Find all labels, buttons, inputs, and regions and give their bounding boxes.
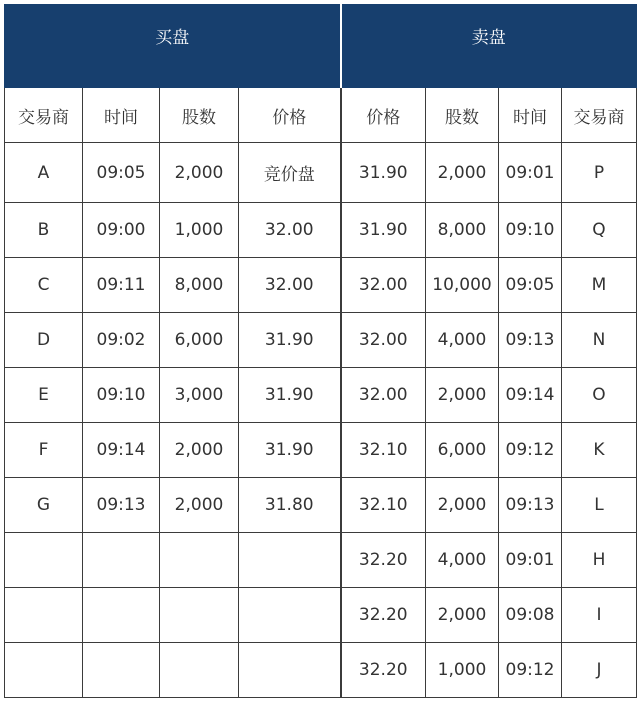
buy-dealer-cell: D — [5, 313, 83, 368]
sell-shares-cell: 2,000 — [426, 143, 499, 203]
sell-shares-cell: 2,000 — [426, 588, 499, 643]
buy-shares-cell: 2,000 — [160, 478, 239, 533]
table-row — [5, 643, 637, 698]
buy-dealer-cell: A — [5, 143, 83, 203]
buy-time-cell — [83, 588, 160, 643]
sell-dealer-cell: L — [562, 478, 637, 533]
buy-price-cell: 竞价盘 — [239, 143, 341, 203]
sell-shares-cell: 1,000 — [426, 643, 499, 698]
buy-shares-cell: 6,000 — [160, 313, 239, 368]
sell-shares-cell: 2,000 — [426, 478, 499, 533]
sell-time-cell: 09:01 — [499, 143, 562, 203]
sell-dealer-cell: P — [562, 143, 637, 203]
table-row — [5, 313, 637, 368]
buy-dealer-cell: E — [5, 368, 83, 423]
order-book-table — [4, 4, 637, 698]
buy-time-cell: 09:11 — [83, 258, 160, 313]
buy-price-cell: 31.80 — [239, 478, 341, 533]
buy-time-cell — [83, 643, 160, 698]
sell-shares-cell: 4,000 — [426, 533, 499, 588]
sell-shares-cell: 2,000 — [426, 368, 499, 423]
column-header-buy-price: 价格 — [239, 88, 341, 143]
buy-price-cell — [239, 533, 341, 588]
buy-time-cell: 09:05 — [83, 143, 160, 203]
buy-price-cell: 31.90 — [239, 423, 341, 478]
sell-price-cell: 32.00 — [341, 368, 426, 423]
sell-price-cell: 32.20 — [341, 588, 426, 643]
sell-time-cell: 09:12 — [499, 423, 562, 478]
buy-dealer-cell — [5, 588, 83, 643]
sell-time-cell: 09:13 — [499, 313, 562, 368]
column-header-buy-shares: 股数 — [160, 88, 239, 143]
sell-time-cell: 09:05 — [499, 258, 562, 313]
sell-time-cell: 09:01 — [499, 533, 562, 588]
sell-dealer-cell: N — [562, 313, 637, 368]
table-row — [5, 423, 637, 478]
order-book-body — [5, 88, 637, 698]
sell-price-cell: 32.10 — [341, 478, 426, 533]
buy-dealer-cell: F — [5, 423, 83, 478]
buy-shares-cell — [160, 533, 239, 588]
column-header-sell-time: 时间 — [499, 88, 562, 143]
buy-shares-cell: 8,000 — [160, 258, 239, 313]
buy-shares-cell — [160, 588, 239, 643]
sell-dealer-cell: H — [562, 533, 637, 588]
buy-time-cell: 09:10 — [83, 368, 160, 423]
buy-price-cell: 31.90 — [239, 368, 341, 423]
sell-price-cell: 31.90 — [341, 143, 426, 203]
buy-price-cell — [239, 643, 341, 698]
sell-side-title: 卖盘 — [341, 5, 637, 88]
buy-shares-cell: 3,000 — [160, 368, 239, 423]
buy-shares-cell: 1,000 — [160, 203, 239, 258]
buy-dealer-cell — [5, 533, 83, 588]
sell-price-cell: 32.00 — [341, 313, 426, 368]
sell-shares-cell: 8,000 — [426, 203, 499, 258]
buy-price-cell: 32.00 — [239, 203, 341, 258]
sell-shares-cell: 4,000 — [426, 313, 499, 368]
sell-dealer-cell: Q — [562, 203, 637, 258]
table-row — [5, 143, 637, 203]
buy-shares-cell: 2,000 — [160, 423, 239, 478]
table-row — [5, 533, 637, 588]
column-header-buy-time: 时间 — [83, 88, 160, 143]
buy-price-cell — [239, 588, 341, 643]
buy-time-cell: 09:00 — [83, 203, 160, 258]
sell-dealer-cell: M — [562, 258, 637, 313]
sell-shares-cell: 6,000 — [426, 423, 499, 478]
column-header-sell-price: 价格 — [341, 88, 426, 143]
buy-side-title: 买盘 — [5, 5, 341, 88]
table-row — [5, 258, 637, 313]
sell-time-cell: 09:12 — [499, 643, 562, 698]
table-row — [5, 203, 637, 258]
buy-time-cell: 09:13 — [83, 478, 160, 533]
buy-shares-cell — [160, 643, 239, 698]
sell-time-cell: 09:13 — [499, 478, 562, 533]
side-header-row — [5, 5, 637, 88]
sell-time-cell: 09:08 — [499, 588, 562, 643]
sell-dealer-cell: I — [562, 588, 637, 643]
sell-time-cell: 09:10 — [499, 203, 562, 258]
sell-price-cell: 32.00 — [341, 258, 426, 313]
sell-time-cell: 09:14 — [499, 368, 562, 423]
sell-price-cell: 31.90 — [341, 203, 426, 258]
sell-price-cell: 32.20 — [341, 643, 426, 698]
buy-dealer-cell — [5, 643, 83, 698]
buy-dealer-cell: G — [5, 478, 83, 533]
buy-time-cell: 09:02 — [83, 313, 160, 368]
column-header-buy-dealer: 交易商 — [5, 88, 83, 143]
sell-price-cell: 32.10 — [341, 423, 426, 478]
table-row — [5, 478, 637, 533]
buy-dealer-cell: C — [5, 258, 83, 313]
sell-shares-cell: 10,000 — [426, 258, 499, 313]
buy-shares-cell: 2,000 — [160, 143, 239, 203]
table-row — [5, 368, 637, 423]
buy-price-cell: 31.90 — [239, 313, 341, 368]
buy-dealer-cell: B — [5, 203, 83, 258]
table-row — [5, 588, 637, 643]
sell-dealer-cell: O — [562, 368, 637, 423]
buy-price-cell: 32.00 — [239, 258, 341, 313]
sell-price-cell: 32.20 — [341, 533, 426, 588]
sell-dealer-cell: K — [562, 423, 637, 478]
column-header-row — [5, 88, 637, 143]
buy-time-cell — [83, 533, 160, 588]
column-header-sell-shares: 股数 — [426, 88, 499, 143]
column-header-sell-dealer: 交易商 — [562, 88, 637, 143]
sell-dealer-cell: J — [562, 643, 637, 698]
buy-time-cell: 09:14 — [83, 423, 160, 478]
